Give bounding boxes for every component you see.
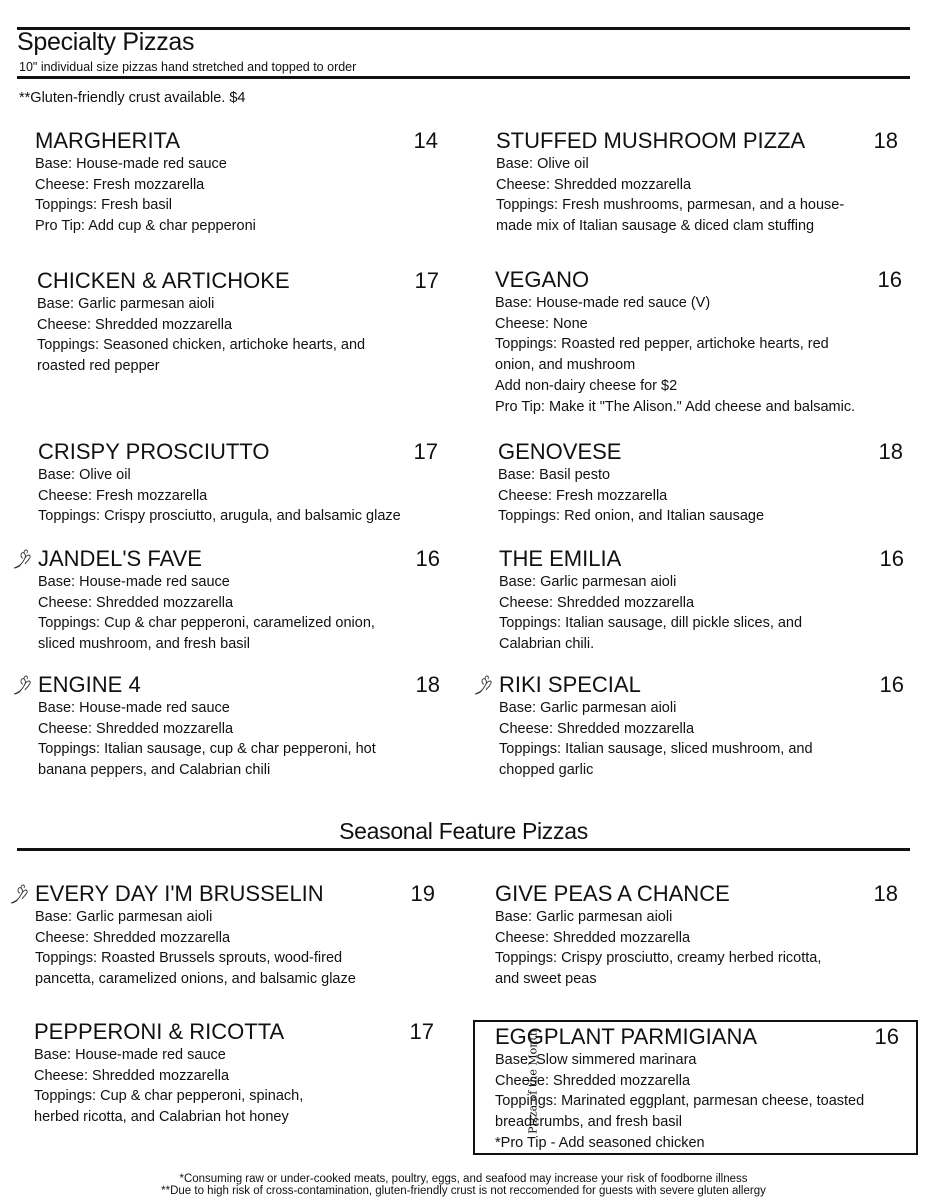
item-description-line: Base: Garlic parmesan aioli — [35, 909, 213, 925]
item-description-line: *Pro Tip - Add seasoned chicken — [495, 1134, 705, 1151]
menu-item — [495, 881, 898, 990]
item-description-line: Cheese: Shredded mozzarella — [495, 929, 691, 946]
item-description-line: Toppings: Fresh mushrooms, parmesan, and a house- — [496, 197, 845, 214]
item-description-line: pancetta, caramelized onions, and balsamic glaze — [35, 971, 356, 988]
menu-item — [38, 546, 440, 655]
item-description-line: Base: House-made red sauce — [35, 156, 227, 172]
item-description-line: Toppings: Red onion, and Italian sausage — [498, 508, 765, 525]
item-description-line: Cheese: Fresh mozzarella — [35, 176, 205, 193]
menu-item — [499, 546, 904, 655]
header-rule — [17, 76, 910, 79]
item-price: 16 — [879, 672, 904, 697]
item-description-line: Pro Tip: Add cup & char pepperoni — [35, 218, 256, 235]
item-price: 16 — [877, 267, 902, 292]
item-description-line: Toppings: Marinated eggplant, parmesan cheese, toasted — [495, 1093, 865, 1110]
item-description-line: made mix of Italian sausage & diced clam stuffing — [496, 218, 815, 235]
menu-item — [495, 1024, 899, 1154]
menu-item — [37, 268, 439, 377]
item-price: 17 — [413, 439, 438, 464]
page-subtitle: 10" individual size pizzas hand stretched and topped to order — [19, 60, 357, 74]
item-description-line: Base: House-made red sauce (V) — [495, 295, 711, 311]
item-description-line: roasted red pepper — [37, 358, 160, 375]
item-description-line: Toppings: Cup & char pepperoni, spinach, — [34, 1088, 304, 1105]
item-description-line: and sweet peas — [495, 971, 597, 988]
item-price: 17 — [414, 268, 439, 293]
item-name: VEGANO — [495, 267, 590, 292]
item-description-line: herbed ricotta, and Calabrian hot honey — [34, 1109, 289, 1126]
item-description-line: Base: Garlic parmesan aioli — [499, 700, 677, 716]
item-description-line: Toppings: Crispy prosciutto, creamy herbed ricotta, — [495, 950, 822, 967]
item-description-line: Toppings: Cup & char pepperoni, caramelized onion, — [38, 615, 375, 632]
item-description-line: Cheese: Shredded mozzarella — [38, 594, 234, 611]
item-description-line: Base: Garlic parmesan aioli — [37, 296, 215, 312]
item-description-line: banana peppers, and Calabrian chili — [38, 762, 271, 779]
pizza-of-the-month-label: Pizza of the Month — [526, 1029, 540, 1134]
item-name: THE EMILIA — [499, 546, 622, 571]
item-price: 18 — [873, 128, 898, 153]
item-name: RIKI SPECIAL — [499, 672, 641, 697]
item-price: 18 — [878, 439, 903, 464]
item-description-line: Toppings: Crispy prosciutto, arugula, and balsamic glaze — [38, 508, 401, 525]
item-description-line: Cheese: None — [495, 315, 588, 332]
seasonal-rule — [17, 848, 910, 851]
item-price: 14 — [413, 128, 438, 153]
item-name: STUFFED MUSHROOM PIZZA — [496, 128, 806, 153]
item-description-line: Cheese: Shredded mozzarella — [499, 720, 695, 737]
item-description-line: Toppings: Italian sausage, cup & char pepperoni, hot — [38, 741, 376, 758]
gluten-note: **Gluten-friendly crust available. $4 — [19, 90, 246, 106]
item-description-line: sliced mushroom, and fresh basil — [38, 636, 250, 653]
item-name: JANDEL'S FAVE — [38, 546, 202, 571]
chefs-kiss-hand-icon — [12, 673, 36, 697]
item-description-line: onion, and mushroom — [495, 357, 636, 374]
item-price: 16 — [415, 546, 440, 571]
item-description-line: chopped garlic — [499, 762, 594, 779]
menu-item — [496, 128, 898, 237]
item-description-line: Calabrian chili. — [499, 636, 595, 653]
item-description-line: Base: Slow simmered marinara — [495, 1052, 697, 1068]
footer-note-2: **Due to high risk of cross-contamination, gluten-friendly crust is not reccomended for guests with severe gluten allergy — [161, 1185, 766, 1197]
item-price: 18 — [415, 672, 440, 697]
item-description-line: Add non-dairy cheese for $2 — [495, 377, 678, 394]
item-description-line: Toppings: Seasoned chicken, artichoke hearts, and — [37, 337, 366, 354]
item-name: CRISPY PROSCIUTTO — [38, 439, 270, 464]
item-name: ENGINE 4 — [38, 672, 141, 697]
item-description-line: Cheese: Shredded mozzarella — [34, 1067, 230, 1084]
item-price: 19 — [410, 881, 435, 906]
item-description-line: Pro Tip: Make it "The Alison." Add cheese and balsamic. — [495, 398, 856, 415]
item-description-line: Toppings: Italian sausage, sliced mushroom, and — [499, 741, 813, 758]
chefs-kiss-hand-icon — [473, 673, 497, 697]
item-description-line: Cheese: Shredded mozzarella — [38, 720, 234, 737]
item-description-line: Base: Garlic parmesan aioli — [495, 909, 673, 925]
item-description-line: Cheese: Shredded mozzarella — [35, 929, 231, 946]
menu-item — [38, 439, 438, 527]
footer-note-1: *Consuming raw or under-cooked meats, poultry, eggs, and seafood may increase your risk of foodborne illness — [179, 1173, 748, 1185]
menu-item — [38, 672, 440, 781]
item-description-line: Toppings: Fresh basil — [35, 197, 173, 214]
item-description-line: Cheese: Shredded mozzarella — [495, 1072, 691, 1089]
item-name: CHICKEN & ARTICHOKE — [37, 268, 290, 293]
item-price: 16 — [874, 1024, 899, 1049]
item-price: 16 — [879, 546, 904, 571]
item-description-line: Cheese: Shredded mozzarella — [499, 594, 695, 611]
item-description-line: Base: House-made red sauce — [38, 700, 230, 716]
item-description-line: Base: Olive oil — [496, 156, 589, 172]
menu-item — [34, 1019, 434, 1128]
item-price: 17 — [409, 1019, 434, 1044]
item-name: EVERY DAY I'M BRUSSELIN — [35, 881, 324, 906]
menu-item — [498, 439, 903, 527]
item-description-line: Base: Basil pesto — [498, 467, 611, 483]
chefs-kiss-hand-icon — [9, 882, 33, 906]
item-description-line: Base: Olive oil — [38, 467, 131, 483]
page-title: Specialty Pizzas — [17, 28, 195, 56]
item-description-line: Base: Garlic parmesan aioli — [499, 574, 677, 590]
menu-item — [35, 881, 435, 990]
item-name: PEPPERONI & RICOTTA — [34, 1019, 285, 1044]
menu-item — [35, 128, 438, 237]
item-description-line: Cheese: Shredded mozzarella — [496, 176, 692, 193]
item-name: GENOVESE — [498, 439, 622, 464]
seasonal-title: Seasonal Feature Pizzas — [339, 818, 588, 844]
item-description-line: Cheese: Fresh mozzarella — [38, 487, 208, 504]
item-description-line: Toppings: Italian sausage, dill pickle slices, and — [499, 615, 803, 632]
item-name: GIVE PEAS A CHANCE — [495, 881, 730, 906]
menu-item — [499, 672, 904, 781]
item-description-line: Base: House-made red sauce — [38, 574, 230, 590]
chefs-kiss-hand-icon — [12, 547, 36, 571]
item-name: MARGHERITA — [35, 128, 181, 153]
item-description-line: Cheese: Shredded mozzarella — [37, 316, 233, 333]
item-description-line: Base: House-made red sauce — [34, 1047, 226, 1063]
item-description-line: Toppings: Roasted Brussels sprouts, wood-fired — [35, 950, 343, 967]
item-description-line: breadcrumbs, and fresh basil — [495, 1114, 682, 1131]
item-name: EGGPLANT PARMIGIANA — [495, 1024, 758, 1049]
menu-item — [495, 267, 902, 417]
item-description-line: Toppings: Roasted red pepper, artichoke hearts, red — [495, 336, 829, 353]
item-price: 18 — [873, 881, 898, 906]
item-description-line: Cheese: Fresh mozzarella — [498, 487, 668, 504]
